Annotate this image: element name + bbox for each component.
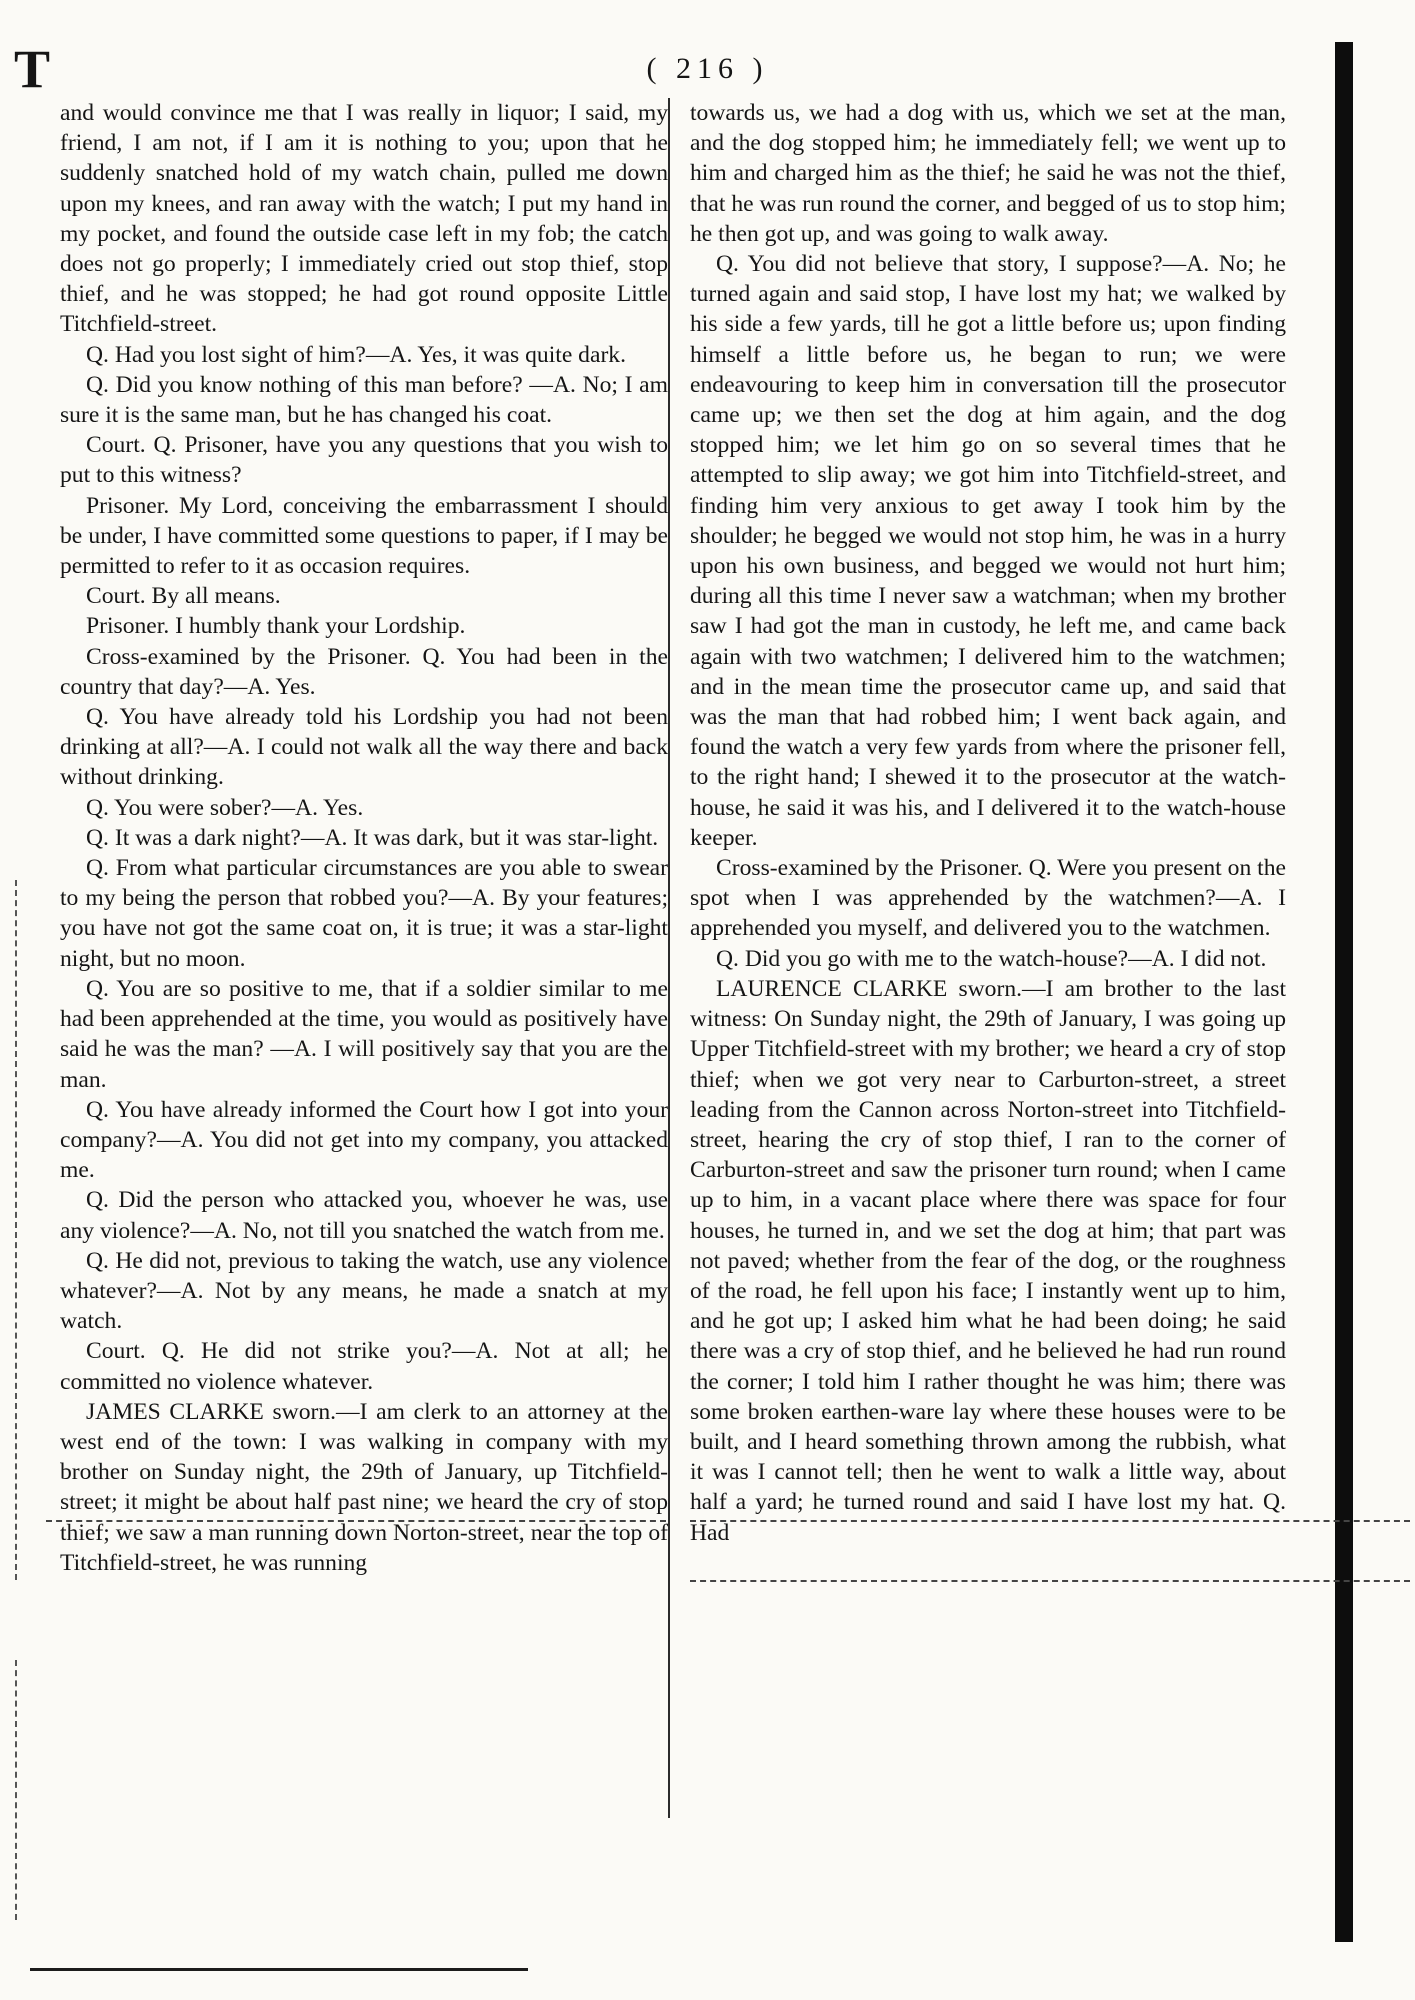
paragraph: Court. By all means.	[86, 583, 281, 610]
left-column	[60, 98, 668, 1578]
paragraph: Court. Q. Prisoner, have you any questions that you wish to put to this witness?	[60, 432, 668, 489]
continued-paragraph: towards us, we had a dog with us, which we set at the man, and the dog stopped him; he immediately fell; we went up to him and charged him as the thief; he said he was not the thief, that he was run round the corner, and begged of us to stop him; he then got up, and was going to walk away.	[690, 100, 1286, 247]
paragraph: Q. You did not believe that story, I suppose?—A. No; he turned again and said stop, I have lost my hat; we walked by his side a few yards, till he got a little before us; upon finding himself a little before us, he began to run; we were endeavouring to keep him in conversation till the prosecutor came up; we then set the dog at him again, and the dog stopped him; we let him go on so several times that he attempted to slip away; we got him into Titchfield-street, and finding him very anxious to get away I took him by the shoulder; he begged we would not stop him, he was in a hurry upon his own business, and begged we would not hurt him; during all this time I never saw a watchman; when my brother saw I had got the man in custody, he left me, and came back again with two watchmen; I delivered him to the watchmen; and in the mean time the prosecutor came up, and said that was the man that had robbed him; I went back again, and found the watch a very few yards from where the prisoner fell, to the right hand; I shewed it to the prosecutor at the watch-house, he said it was his, and I delivered it to the watch-house keeper.	[690, 251, 1286, 851]
paragraph: Q. You are so positive to me, that if a soldier similar to me had been apprehended at the time, you would as positively have said he was the man? —A. I will positively say that you are the man.	[60, 975, 668, 1093]
scan-dotted-line	[690, 1580, 1410, 1582]
scan-margin-dash	[15, 1660, 17, 1920]
paragraph: Q. Did you know nothing of this man before? —A. No; I am sure it is the same man, but he has changed his coat.	[60, 371, 668, 429]
paragraph: Prisoner. My Lord, conceiving the embarrassment I should be under, I have committed some questions to paper, if I may be permitted to refer to it as occasion requires.	[60, 492, 668, 580]
page-edge-bar	[1335, 42, 1353, 1942]
continued-paragraph: and would convince me that I was really in liquor; I said, my friend, I am not, if I am it is nothing to you; upon that he suddenly snatched hold of my watch chain, pulled me down upon my knees, and ran away with the watch; I put my hand in my pocket, and found the outside case left in my fob; the catch does not go properly; I immediately cried out stop thief, stop thief, and he was stopped; he had got round opposite Little Titchfield-street.	[60, 100, 668, 338]
paragraph: Q. It was a dark night?—A. It was dark, but it was star-light.	[86, 824, 659, 851]
paragraph: Q. Had you lost sight of him?—A. Yes, it was quite dark.	[86, 341, 627, 368]
paragraph: Court. Q. He did not strike you?—A. Not at all; he committed no violence whatever.	[60, 1338, 668, 1395]
paragraph: Q. You were sober?—A. Yes.	[86, 794, 364, 821]
bottom-rule	[30, 1968, 528, 1971]
paragraph: LAURENCE CLARKE sworn.—I am brother to the last witness: On Sunday night, the 29th of January, I was going up Upper Titchfield-street with my brother; we heard a cry of stop thief; when we got very near to Carburton-street, a street leading from the Cannon across Norton-street into Titchfield-street, hearing the cry of stop thief, I ran to the corner of Carburton-street and saw the prisoner turn round; when I came up to him, in a vacant place where there was space for four houses, he turned in, and we set the dog at him; that part was not paved; whether from the fear of the dog, or the roughness of the road, he fell upon his face; I instantly went up to him, and he got up; I asked him what he had been doing; he said there was a cry of stop thief, and he believed he had run round the corner; I told him I rather thought he was him; there was some broken earthen-ware lay where these houses were to be built, and I heard something thrown among the rubbish, what it was I cannot tell; then he went to walk a little way, about half a yard; he turned round and said I have lost my hat. Q. Had	[690, 975, 1286, 1546]
paragraph: JAMES CLARKE sworn.—I am clerk to an attorney at the west end of the town: I was walking in company with my brother on Sunday night, the 29th of January, up Titchfield-street; it might be about half past nine; we heard the cry of stop thief; we saw a man running down Norton-street, near the top of Titchfield-street, he was running	[60, 1398, 668, 1576]
scan-margin-dash	[15, 880, 17, 1580]
scan-dotted-line	[690, 1520, 1410, 1522]
paragraph: Q. From what particular circumstances are you able to swear to my being the person that robbed you?—A. By your features; you have not got the same coat on, it is true; it was a star-light night, but no moon.	[60, 855, 668, 972]
page-number: ( 216 )	[646, 52, 769, 85]
paragraph: Q. Did you go with me to the watch-house?—A. I did not.	[716, 945, 1267, 972]
paragraph: Cross-examined by the Prisoner. Q. You had been in the country that day?—A. Yes.	[60, 643, 668, 700]
column-divider	[668, 98, 670, 1818]
paragraph: Prisoner. I humbly thank your Lordship.	[86, 613, 466, 640]
paragraph: Q. He did not, previous to taking the watch, use any violence whatever?—A. Not by any means, he made a snatch at my watch.	[60, 1247, 668, 1335]
scan-dotted-line	[46, 1520, 666, 1522]
paragraph: Cross-examined by the Prisoner. Q. Were you present on the spot when I was apprehended by the watchmen?—A. I apprehended you myself, and delivered you to the watchmen.	[690, 855, 1286, 942]
right-column	[690, 98, 1286, 1548]
paragraph: Q. You have already informed the Court how I got into your company?—A. You did not get into my company, you attacked me.	[60, 1096, 668, 1184]
corner-mark: T	[14, 39, 51, 99]
paragraph: Q. You have already told his Lordship you had not been drinking at all?—A. I could not walk all the way there and back without drinking.	[60, 704, 668, 791]
paragraph: Q. Did the person who attacked you, whoever he was, use any violence?—A. No, not till you snatched the watch from me.	[60, 1187, 668, 1244]
